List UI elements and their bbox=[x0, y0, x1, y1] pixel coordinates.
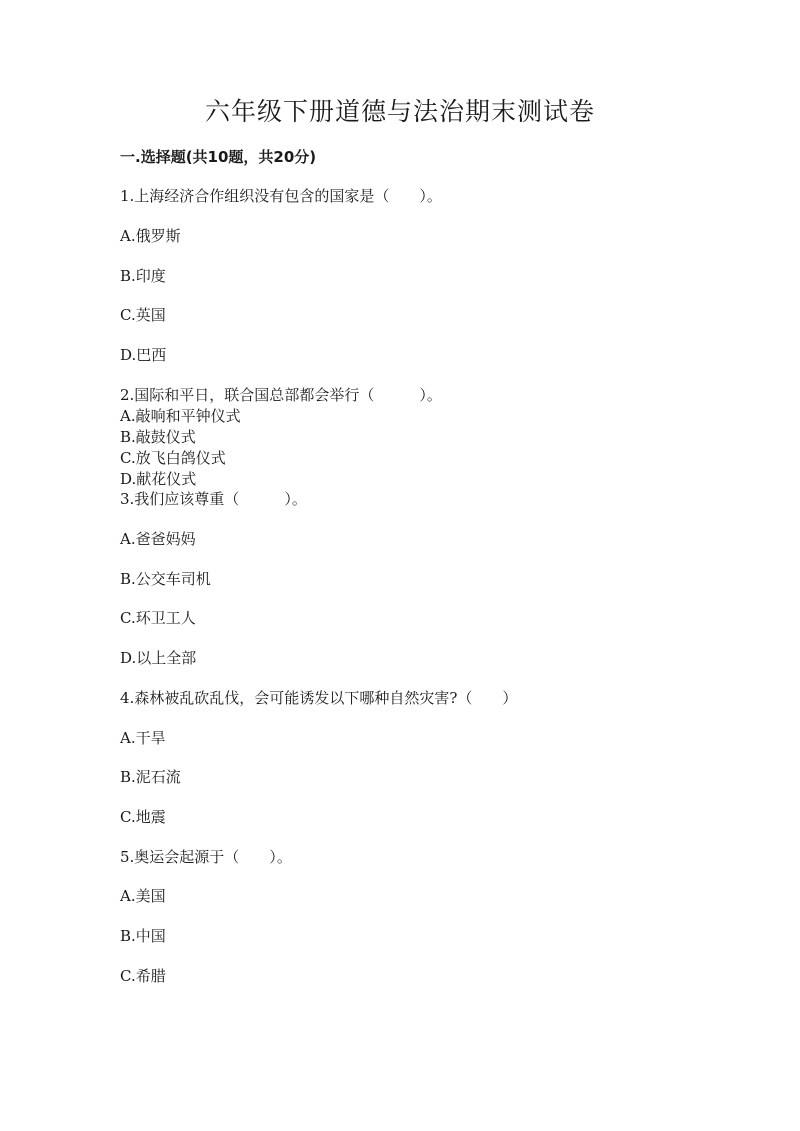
exam-title: 六年级下册道德与法治期末测试卷 bbox=[204, 97, 595, 126]
question-1-option-d: D.巴西 bbox=[120, 346, 167, 364]
question-4-option-a: A.干旱 bbox=[120, 729, 166, 747]
question-2-option-a: A.敲响和平钟仪式 bbox=[120, 407, 241, 425]
question-1-option-b: B.印度 bbox=[120, 267, 166, 285]
question-5-option-c: C.希腊 bbox=[120, 967, 166, 985]
question-2-option-b: B.敲鼓仪式 bbox=[120, 428, 196, 446]
question-3-option-a: A.爸爸妈妈 bbox=[120, 530, 196, 548]
question-5-option-a: A.美国 bbox=[120, 887, 166, 905]
question-5-stem: 5.奥运会起源于（ ）。 bbox=[120, 848, 292, 866]
question-1-stem: 1.上海经济合作组织没有包含的国家是（ ）。 bbox=[120, 187, 442, 205]
question-4-option-b: B.泥石流 bbox=[120, 768, 181, 786]
question-2-option-c: C.放飞白鸽仪式 bbox=[120, 449, 226, 467]
question-4-stem: 4.森林被乱砍乱伐，会可能诱发以下哪种自然灾害?（ ） bbox=[120, 689, 518, 707]
question-4-option-c: C.地震 bbox=[120, 808, 166, 826]
question-3-option-c: C.环卫工人 bbox=[120, 609, 196, 627]
question-5-option-b: B.中国 bbox=[120, 927, 166, 945]
question-1-option-c: C.英国 bbox=[120, 306, 166, 324]
section-heading: 一.选择题(共10题，共20分) bbox=[120, 148, 317, 166]
question-3-option-d: D.以上全部 bbox=[120, 649, 197, 667]
question-1-option-a: A.俄罗斯 bbox=[120, 227, 181, 245]
question-3-option-b: B.公交车司机 bbox=[120, 570, 211, 588]
question-2-option-d: D.献花仪式 bbox=[120, 470, 197, 488]
question-2-stem: 2.国际和平日，联合国总部都会举行（ ）。 bbox=[120, 386, 442, 404]
question-3-stem: 3.我们应该尊重（ ）。 bbox=[120, 490, 307, 508]
